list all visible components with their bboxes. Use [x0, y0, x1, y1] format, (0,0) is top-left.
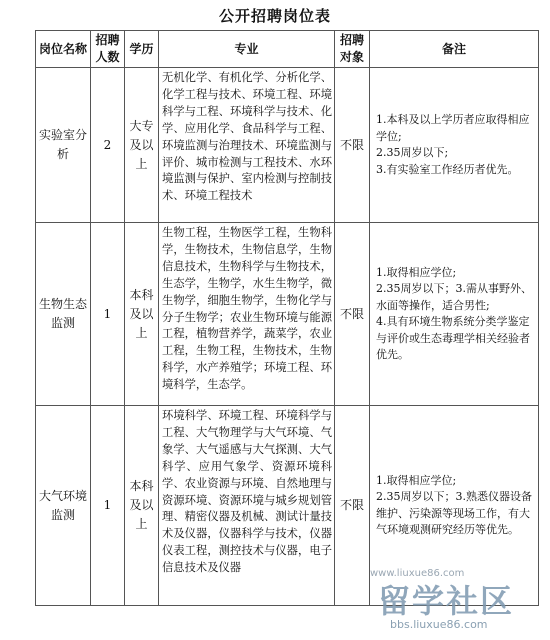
- site-watermark: [340, 568, 540, 634]
- header-position: 岗位名称: [36, 31, 91, 68]
- header-notes: 备注: [370, 31, 539, 68]
- table-row: [36, 68, 539, 223]
- header-major: 专业: [159, 31, 335, 68]
- position-name: 实验室分析: [36, 68, 91, 223]
- watermark-site-text: www.liuxue86.com: [370, 568, 465, 579]
- education-level: 本科及以上: [125, 406, 159, 606]
- education-level: 大专及以上: [125, 68, 159, 223]
- table-row: [36, 223, 539, 406]
- note-line: 2.35周岁以下；3.需从事野外、水面等操作，适合男性;: [376, 282, 532, 312]
- header-count: 招聘人数: [91, 31, 125, 68]
- hire-count: 2: [91, 68, 125, 223]
- major-list: 环境科学、环境工程、环境科学与工程、大气物理学与大气环境、气象学、大气遥感与大气探测、大气科学、应用气象学、资源环境科学、农业资源与环境、自然地理与资源环境、资源环境与城乡规划管理、精密仪器及机械、测试计量技术及仪器，仪器科学与技术，仪器仪表工程，测控技术与仪器，电子信息技术及仪器: [159, 406, 335, 606]
- hire-count: 1: [91, 406, 125, 606]
- note-line: 1.取得相应学位;: [376, 473, 457, 487]
- hire-count: 1: [91, 223, 125, 406]
- note-line: 3.有实验室工作经历者优先。: [376, 162, 519, 176]
- note-line: 2.35周岁以下；3.熟悉仪器设备维护、污染源等现场工作，有大气环境观测研究经历等优先。: [376, 490, 532, 536]
- positions-table: [35, 30, 539, 606]
- target-group: 不限: [335, 68, 370, 223]
- note-line: 2.35周岁以下;: [376, 146, 449, 159]
- position-name: 生物生态监测: [36, 223, 91, 406]
- watermark-url: bbs.liuxue86.com: [390, 618, 488, 631]
- note-line: 1.本科及以上学历者应取得相应学位;: [376, 113, 530, 143]
- header-education: 学历: [125, 31, 159, 68]
- watermark-logo: 留学社区: [378, 582, 515, 620]
- position-name: 大气环境监测: [36, 406, 91, 606]
- target-group: 不限: [335, 406, 370, 606]
- notes-cell: [370, 223, 539, 406]
- note-line: 4.具有环境生物系统分类学鉴定与评价或生态毒理学相关经验者优先。: [376, 315, 530, 361]
- notes-cell: [370, 68, 539, 223]
- header-target: 招聘对象: [335, 31, 370, 68]
- note-line: 1.取得相应学位;: [376, 265, 457, 279]
- header-row: [36, 31, 539, 68]
- education-level: 本科及以上: [125, 223, 159, 406]
- target-group: 不限: [335, 223, 370, 406]
- major-list: 无机化学、有机化学、分析化学、化学工程与技术、环境工程、环境科学与工程、环境科学与技术、化学、应用化学、食品科学与工程、环境监测与治理技术、环境监测与评价、城市检测与工程技术、水环境监测与保护、室内检测与控制技术、环境工程技术: [159, 68, 335, 223]
- major-list: 生物工程，生物医学工程，生物科学，生物技术，生物信息学，生物信息技术，生物科学与生物技术，生态学，生物学，水生生物学，微生物学，细胞生物学，生物化学与分子生物学；农业生物环境与能源工程，植物营养学，蔬菜学，农业工程，生物工程，生物技术，生物科学，水产养殖学；环境工程、环境科学，生态学。: [159, 223, 335, 406]
- table-title: 公开招聘岗位表: [218, 7, 331, 25]
